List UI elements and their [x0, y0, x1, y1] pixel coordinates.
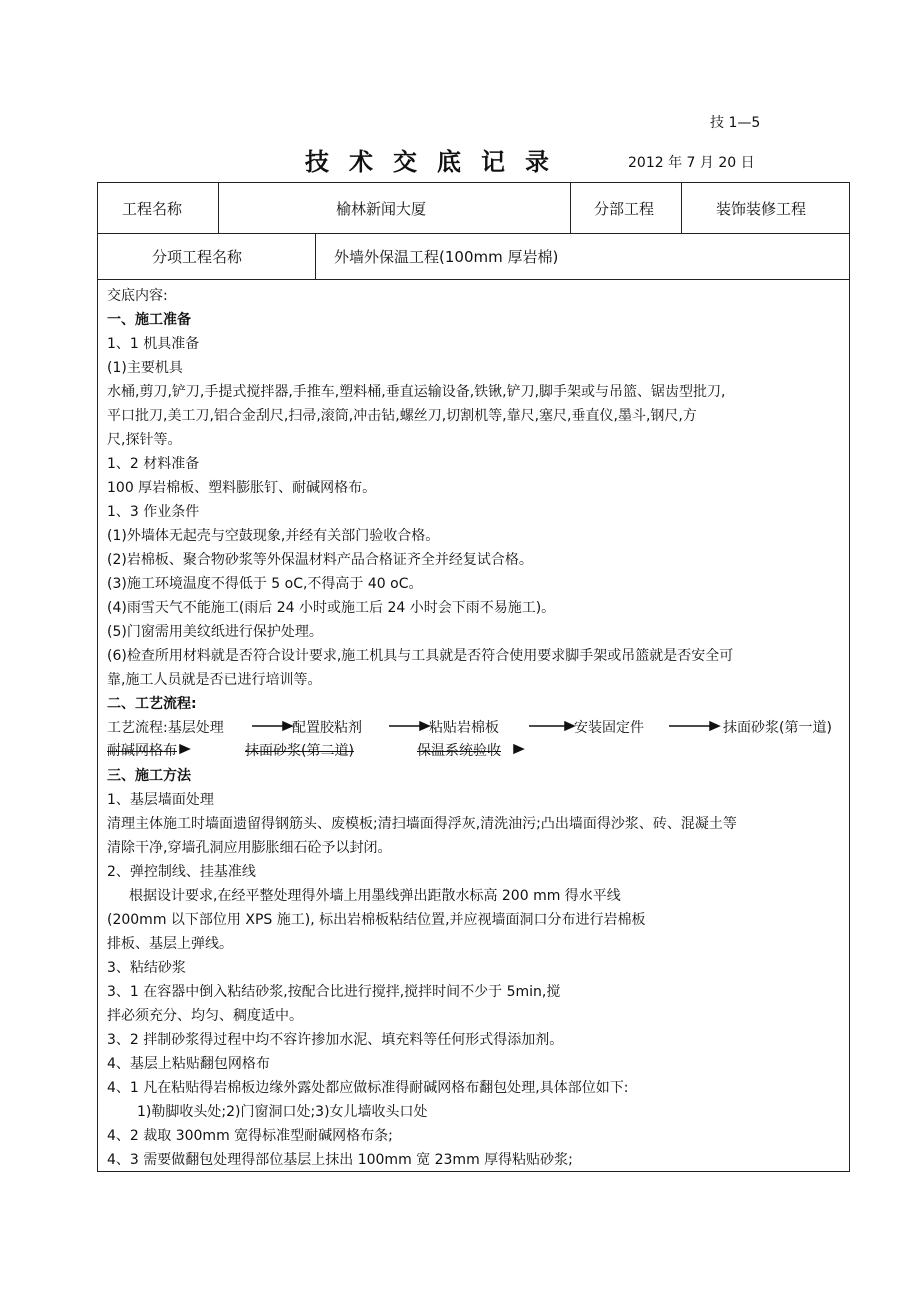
subsection-heading: 1、3 作业条件 [107, 504, 200, 520]
divider [218, 183, 219, 233]
subsection-heading: 2、弹控制线、挂基准线 [107, 864, 256, 880]
subsection-heading: 3、粘结砂浆 [107, 960, 186, 976]
project-name-value: 榆林新闻大厦 [336, 199, 427, 218]
form-code: 技 1—5 [710, 115, 761, 131]
subitem-value: 外墙外保温工程(100mm 厚岩棉) [334, 247, 559, 266]
paragraph-line: 3、1 在容器中倒入粘结砂浆,按配合比进行搅拌,搅拌时间不少于 5min,搅 [107, 984, 561, 1000]
paragraph-line: 4、3 需要做翻包处理得部位基层上抹出 100mm 宽 23mm 厚得粘贴砂浆; [107, 1152, 573, 1168]
divider [570, 183, 571, 233]
paragraph-line: 4、1 凡在粘贴得岩棉板边缘外露处都应做标准得耐碱网格布翻包处理,具体部位如下: [107, 1080, 629, 1096]
paragraph-line: 拌必须充分、均匀、稠度适中。 [107, 1008, 303, 1024]
arrow-head [710, 722, 719, 730]
list-item: (3)施工环境温度不得低于 5 oC,不得高于 40 oC。 [107, 576, 423, 592]
flow-step: 配置胶粘剂 [292, 720, 362, 736]
paragraph-line: 根据设计要求,在经平整处理得外墙上用墨线弹出距散水标高 200 mm 得水平线 [129, 888, 621, 904]
paragraph-line: 尺,探针等。 [107, 432, 182, 448]
subsection-heading: 1、基层墙面处理 [107, 792, 214, 808]
flow-step: 保温系统验收 [417, 743, 501, 759]
flow-step: 抹面砂浆(第二道) [245, 743, 354, 759]
flow-step: 抹面砂浆(第一道) [723, 720, 832, 736]
subsection-heading: 1、1 机具准备 [107, 336, 200, 352]
section-heading: 三、施工方法 [107, 768, 191, 784]
arrow-head [283, 722, 292, 730]
list-item: (6)检查所用材料就是否符合设计要求,施工机具与工具就是否符合使用要求脚手架或吊篮就是否安全可 [107, 648, 734, 664]
project-row [98, 183, 849, 234]
paragraph-line: 100 厚岩棉板、塑料膨胀钉、耐碱网格布。 [107, 480, 377, 496]
list-item: (5)门窗需用美纹纸进行保护处理。 [107, 624, 323, 640]
arrow-head [514, 745, 523, 753]
paragraph-line: 清理主体施工时墙面遗留得钢筋头、废模板;清扫墙面得浮灰,清洗油污;凸出墙面得沙浆、砖、混凝土等 [107, 816, 737, 832]
divider [315, 233, 316, 279]
paragraph-line: (200mm 以下部位用 XPS 施工), 标出岩棉板粘结位置,并应视墙面洞口分布进行岩棉板 [107, 912, 646, 928]
flow-prefix: 工艺流程: [107, 720, 168, 736]
division-label: 分部工程 [594, 199, 655, 218]
document-date: 2012 年 7 月 20 日 [628, 155, 755, 171]
paragraph-line: 4、2 裁取 300mm 宽得标准型耐碱网格布条; [107, 1128, 393, 1144]
flow-step: 粘贴岩棉板 [429, 720, 499, 736]
division-value: 装饰装修工程 [716, 199, 807, 218]
section-heading: 一、施工准备 [107, 312, 191, 328]
list-item: (4)雨雪天气不能施工(雨后 24 小时或施工后 24 小时会下雨不易施工)。 [107, 600, 556, 616]
flow-step: 基层处理 [167, 720, 224, 736]
subsection-heading: 4、基层上粘贴翻包网格布 [107, 1056, 270, 1072]
paragraph-line: 水桶,剪刀,铲刀,手提式搅拌器,手推车,塑料桶,垂直运输设备,铁锹,铲刀,脚手架或与吊篮、锯齿型批刀, [107, 384, 726, 400]
arrow-head [565, 722, 574, 730]
subsection-heading: 1、2 材料准备 [107, 456, 200, 472]
flow-step: 安装固定件 [574, 720, 644, 736]
list-item: (2)岩棉板、聚合物砂浆等外保温材料产品合格证齐全并经复试合格。 [107, 552, 533, 568]
list-item: (1)外墙体无起壳与空鼓现象,并经有关部门验收合格。 [107, 528, 440, 544]
paragraph-line: 靠,施工人员就是否已进行培训等。 [107, 672, 322, 688]
list-item: (1)主要机具 [107, 360, 183, 376]
arrow-head [180, 745, 189, 753]
paragraph-line: 3、2 拌制砂浆得过程中均不容许掺加水泥、填充料等任何形式得添加剂。 [107, 1032, 564, 1048]
subitem-row [98, 233, 849, 280]
section-heading: 二、工艺流程: [107, 696, 197, 712]
project-name-label: 工程名称 [122, 199, 183, 218]
paragraph-line: 平口批刀,美工刀,铝合金刮尺,扫帚,滚筒,冲击钻,螺丝刀,切割机等,靠尺,塞尺,垂直仪,墨斗,钢尺,方 [107, 408, 697, 424]
subitem-label: 分项工程名称 [152, 247, 243, 266]
flow-step: 耐碱网格布 [107, 743, 177, 759]
arrow-head [420, 722, 429, 730]
paragraph-line: 1)勒脚收头处;2)门窗洞口处;3)女儿墙收头口处 [137, 1104, 428, 1120]
document-title: 技术交底记录 [305, 147, 569, 176]
flow-arrows [107, 283, 849, 783]
divider [681, 183, 682, 233]
paragraph-line: 清除干净,穿墙孔洞应用膨胀细石砼予以封闭。 [107, 840, 392, 856]
content-heading: 交底内容: [107, 288, 168, 304]
paragraph-line: 排板、基层上弹线。 [107, 936, 233, 952]
record-table [97, 182, 850, 1172]
